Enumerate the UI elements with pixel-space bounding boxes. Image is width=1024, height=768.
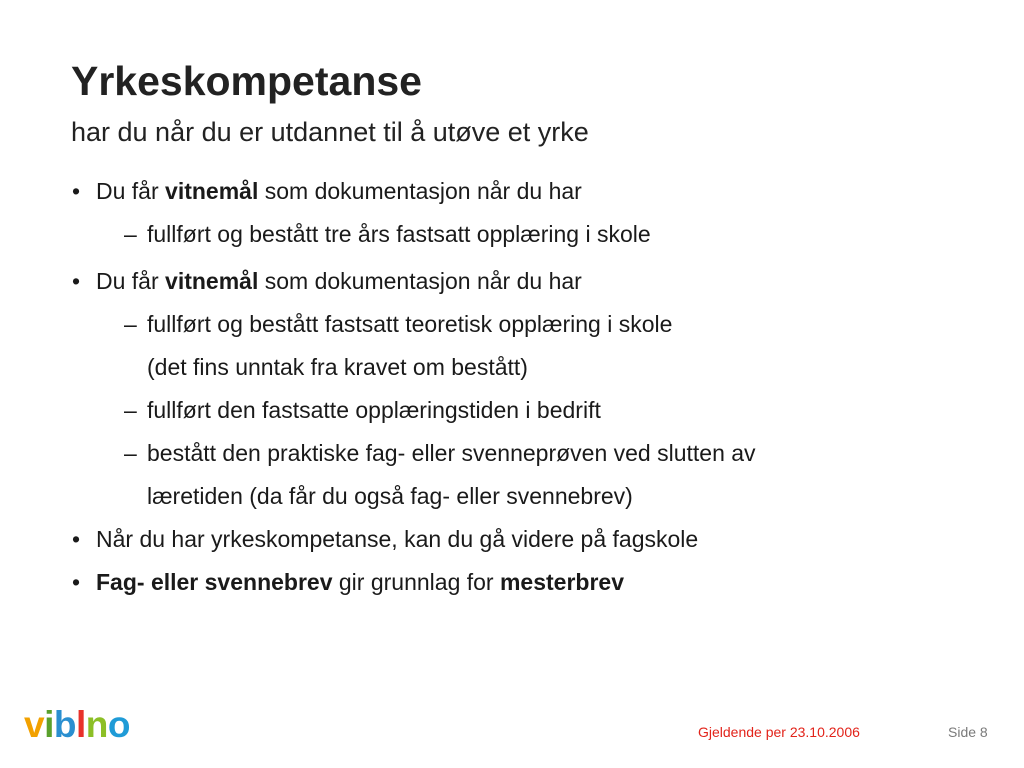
item-text: fullført og bestått tre års fastsatt opplæring i skole: [147, 221, 651, 247]
item-bold: mesterbrev: [499, 569, 625, 595]
sub-list-item: [72, 213, 972, 256]
item-text: Du får: [96, 178, 166, 204]
item-text: bestått den praktiske fag- eller svenneprøven ved slutten av: [147, 440, 756, 466]
bullet-mark: •: [72, 178, 81, 204]
item-bold: Fag- eller svennebrev: [96, 569, 333, 595]
item-text: Når du har yrkeskompetanse, kan du gå videre på fagskole: [96, 526, 699, 552]
item-text: gir grunnlag for: [332, 569, 500, 595]
logo-letter: v: [24, 704, 45, 745]
item-text: som dokumentasjon når du har: [258, 178, 582, 204]
item-text: læretiden (da får du også fag- eller svennebrev): [147, 483, 633, 509]
bullet-mark: •: [72, 569, 81, 595]
viblino-logo: [24, 706, 130, 743]
bullet-mark: •: [72, 268, 81, 294]
sub-list-item: [72, 432, 972, 475]
logo-letter: l: [75, 704, 86, 745]
logo-letter: i: [44, 704, 54, 745]
dash-mark: –: [124, 440, 137, 466]
item-text: som dokumentasjon når du har: [258, 268, 582, 294]
bullet-mark: •: [72, 526, 81, 552]
item-text: (det fins unntak fra kravet om bestått): [147, 354, 528, 380]
sub-list-item-continuation: [72, 475, 972, 518]
bullet-list: [72, 170, 972, 604]
logo-letter: b: [53, 704, 76, 745]
page-number: Side 8: [948, 724, 988, 740]
list-item: [72, 518, 972, 561]
dash-mark: –: [124, 221, 137, 247]
dash-mark: –: [124, 397, 137, 423]
slide-title: Yrkeskompetanse: [71, 58, 422, 104]
sub-list-item: [72, 303, 972, 346]
logo-letter: n: [85, 704, 108, 745]
sub-list-item-continuation: [72, 346, 972, 389]
item-text: Du får: [96, 268, 166, 294]
list-item: [72, 561, 972, 604]
list-item: [72, 260, 972, 303]
sub-list-item: [72, 389, 972, 432]
item-bold: vitnemål: [165, 178, 259, 204]
item-text: fullført den fastsatte opplæringstiden i bedrift: [147, 397, 601, 423]
item-bold: vitnemål: [165, 268, 259, 294]
dash-mark: –: [124, 311, 137, 337]
logo-letter: o: [107, 704, 130, 745]
footer-date: Gjeldende per 23.10.2006: [698, 724, 860, 740]
slide-subtitle: har du når du er utdannet til å utøve et yrke: [71, 117, 589, 147]
item-text: fullført og bestått fastsatt teoretisk opplæring i skole: [147, 311, 673, 337]
list-item: [72, 170, 972, 213]
